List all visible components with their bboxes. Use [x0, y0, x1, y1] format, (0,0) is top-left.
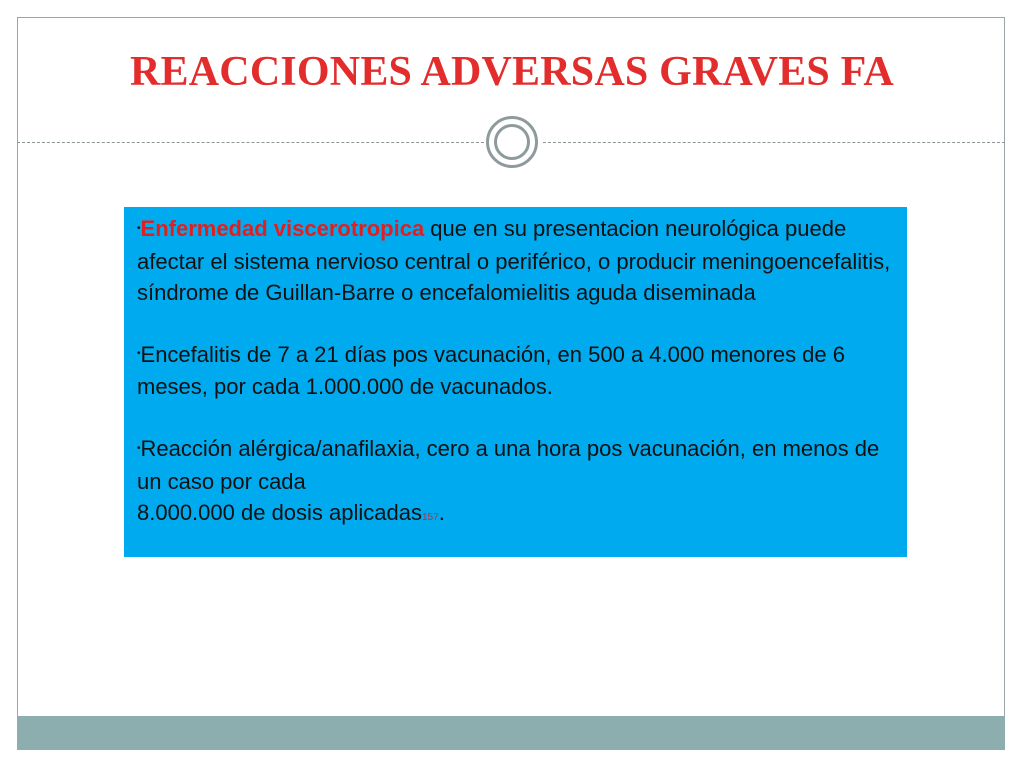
content-box: [124, 207, 907, 557]
paragraph-text-line1: Reacción alérgica/anafilaxia, cero a una hora pos vacunación, en menos de un caso por cada: [137, 436, 880, 495]
paragraph-end: .: [438, 500, 445, 526]
bullet-paragraph-3: [137, 433, 897, 533]
bullet-paragraph-2: [137, 339, 897, 403]
paragraph-text-line2: 8.000.000 de dosis aplicadas: [137, 500, 422, 526]
reference-number: 157: [422, 512, 439, 524]
paragraph-text: Encefalitis de 7 a 21 días pos vacunación, en 500 a 4.000 menores de 6 meses, por cada 1.000.000 de vacunados.: [137, 341, 845, 400]
footer-bar: [17, 716, 1005, 750]
paragraph-text: que en su presentacion neurológica puede afectar el sistema nervioso central o periférico, o producir meningoencefalitis, síndrome de Guillan-Barre o encefalomielitis aguda diseminada: [137, 216, 891, 305]
ring-ornament-inner: [494, 124, 530, 160]
ring-ornament-icon: [486, 116, 538, 168]
slide-title: REACCIONES ADVERSAS GRAVES FA: [130, 49, 894, 95]
emphasis-term: Enfermedad viscerotropica: [140, 216, 425, 241]
title-divider-left: [17, 142, 484, 143]
bullet-icon: •: [137, 443, 141, 455]
title-divider-right: [543, 142, 1005, 143]
bullet-icon: •: [137, 348, 141, 360]
bullet-icon: •: [137, 222, 141, 234]
bullet-paragraph-1: [137, 213, 897, 308]
